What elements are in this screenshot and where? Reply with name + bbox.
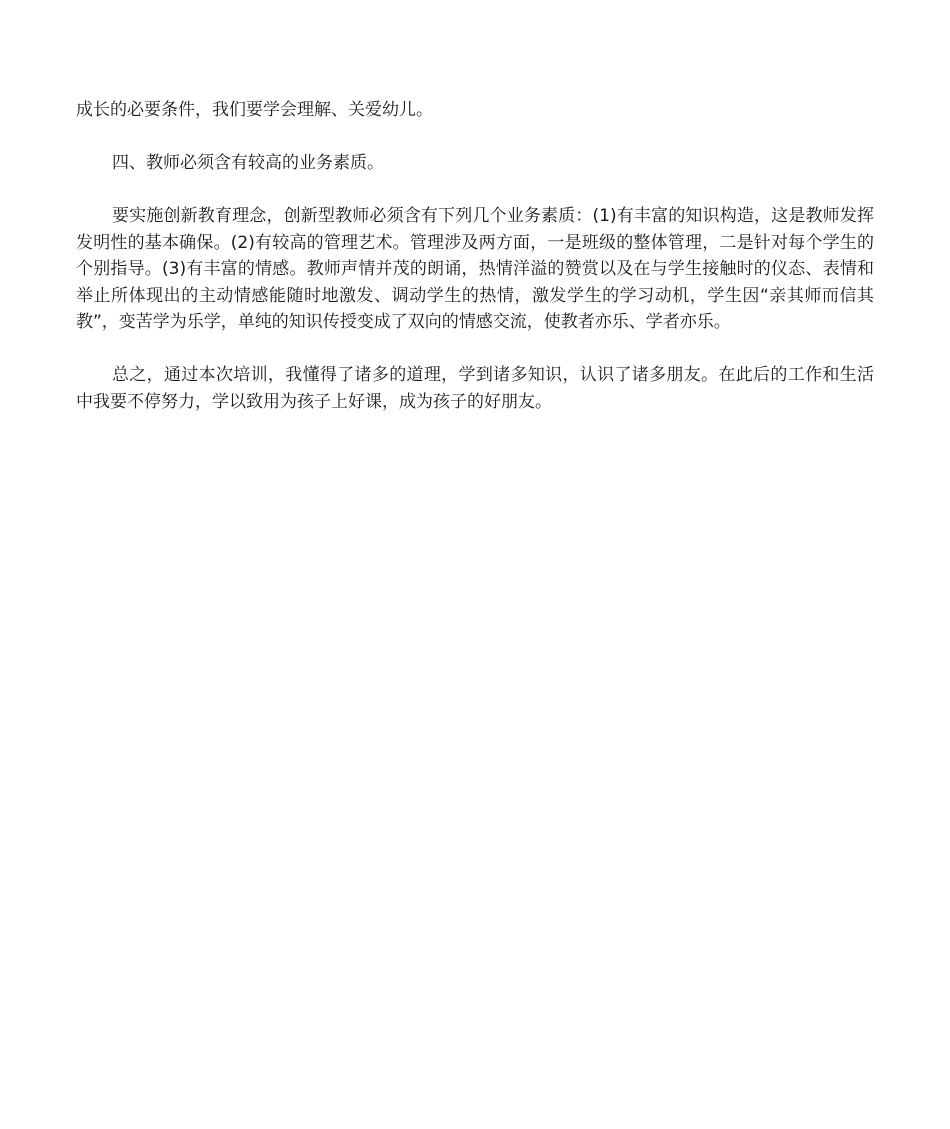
paragraph-continuation: 成长的必要条件，我们要学会理解、关爱幼儿。 [76,100,433,120]
paragraph-conclusion: 总之，通过本次培训，我懂得了诸多的道理，学到诸多知识，认识了诸多朋友。在此后的工作和生活中我要不停努力，学以致用为孩子上好课，成为孩子的好朋友。 [76,365,874,412]
section-heading-four: 四、教师必须含有较高的业务素质。 [112,153,384,173]
document-body [76,97,874,442]
paragraph-business-qualities: 要实施创新教育理念，创新型教师必须含有下列几个业务素质：(1)有丰富的知识构造，这是教师发挥发明性的基本确保。(2)有较高的管理艺术。管理涉及两方面，一是班级的整体管理，二是针对每个学生的个别指导。(3)有丰富的情感。教师声情并茂的朗诵，热情洋溢的赞赏以及在与学生接触时的仪态、表情和举止所体现出的主动情感能随时地激发、调动学生的热情，激发学生的学习动机，学生因“亲其师而信其教”，变苦学为乐学，单纯的知识传授变成了双向的情感交流，使教者亦乐、学者亦乐。 [76,206,874,332]
